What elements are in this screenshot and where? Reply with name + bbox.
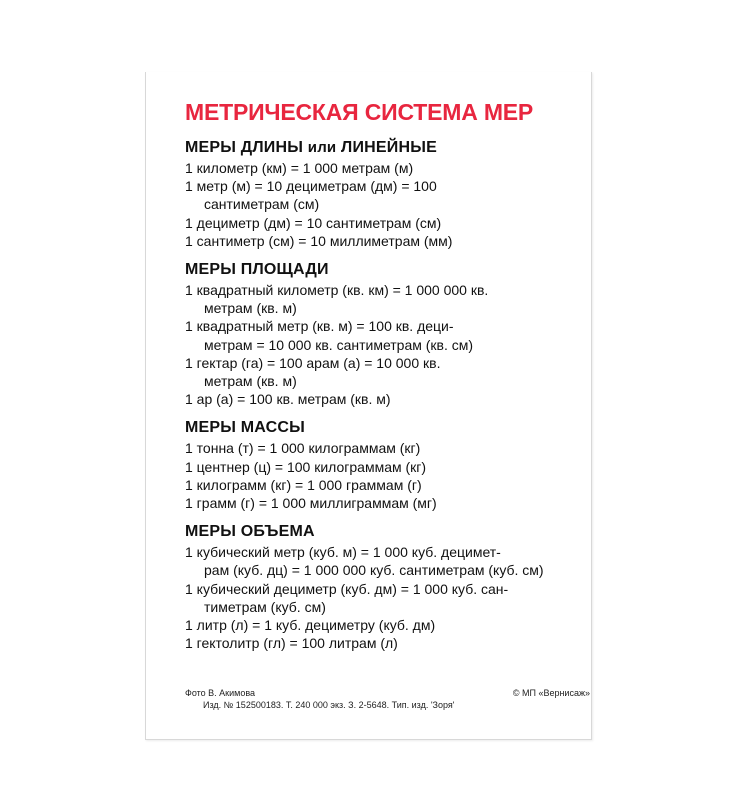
text-line: 1 квадратный метр (кв. м) = 100 кв. деци- [185, 318, 454, 335]
text-line: 1 квадратный километр (кв. км) = 1 000 000 кв. [185, 282, 489, 299]
section-mass [185, 417, 590, 512]
length-lines [185, 159, 590, 250]
text-line-continuation: тиметрам (куб. см) [204, 598, 326, 615]
heading-main: МЕРЫ ДЛИНЫ [185, 139, 304, 156]
section-heading-mass: МЕРЫ МАССЫ [185, 419, 306, 437]
page-title: МЕТРИЧЕСКАЯ СИСТЕМА МЕР [185, 99, 534, 125]
mass-lines [185, 439, 590, 512]
area-lines [185, 281, 590, 408]
heading-connector: или [307, 139, 337, 156]
text-line-continuation: метрам (кв. м) [204, 373, 297, 390]
text-line: 1 метр (м) = 10 дециметрам (дм) = 100 [185, 178, 437, 195]
section-length [185, 137, 590, 250]
card-footer [185, 687, 590, 711]
heading-tail: ЛИНЕЙНЫЕ [341, 139, 437, 156]
text-line: 1 ар (а) = 100 кв. метрам (кв. м) [185, 391, 391, 408]
text-line-continuation: метрам = 10 000 кв. сантиметрам (кв. см) [204, 336, 474, 353]
text-line: 1 грамм (г) = 1 000 миллиграммам (мг) [185, 495, 437, 512]
text-line-continuation: сантиметрам (см) [204, 196, 320, 213]
footer-top-row [185, 687, 590, 699]
section-area [185, 259, 590, 408]
section-heading-volume: МЕРЫ ОБЪЕМА [185, 523, 315, 541]
card-content [185, 97, 590, 652]
text-line: 1 кубический метр (куб. м) = 1 000 куб. децимет- [185, 544, 501, 561]
photo-credit: Фото В. Акимова [185, 688, 256, 698]
text-line-continuation: метрам (кв. м) [204, 300, 297, 317]
copyright: © МП «Вернисаж» [512, 688, 590, 698]
text-line: 1 тонна (т) = 1 000 килограммам (кг) [185, 440, 421, 457]
text-line: 1 литр (л) = 1 куб. дециметру (куб. дм) [185, 617, 436, 634]
section-heading-length [185, 137, 590, 159]
reference-card [145, 72, 592, 740]
text-line: 1 гектолитр (гл) = 100 литрам (л) [185, 635, 398, 652]
section-heading-area: МЕРЫ ПЛОЩАДИ [185, 261, 329, 279]
section-volume [185, 521, 590, 652]
text-line: 1 килограмм (кг) = 1 000 граммам (г) [185, 476, 422, 493]
text-line: 1 сантиметр (см) = 10 миллиметрам (мм) [185, 232, 453, 249]
text-line-continuation: рам (куб. дц) = 1 000 000 куб. сантиметрам (куб. см) [204, 562, 544, 579]
publisher-imprint: Изд. № 152500183. Т. 240 000 экз. З. 2-5648. Тип. изд. 'Зоря' [203, 700, 455, 710]
text-line: 1 километр (км) = 1 000 метрам (м) [185, 160, 414, 176]
text-line: 1 центнер (ц) = 100 килограммам (кг) [185, 458, 427, 475]
text-line: 1 дециметр (дм) = 10 сантиметрам (см) [185, 214, 442, 231]
volume-lines [185, 543, 590, 652]
text-line: 1 гектар (га) = 100 арам (а) = 10 000 кв. [185, 354, 441, 371]
text-line: 1 кубический дециметр (куб. дм) = 1 000 куб. сан- [185, 580, 509, 597]
